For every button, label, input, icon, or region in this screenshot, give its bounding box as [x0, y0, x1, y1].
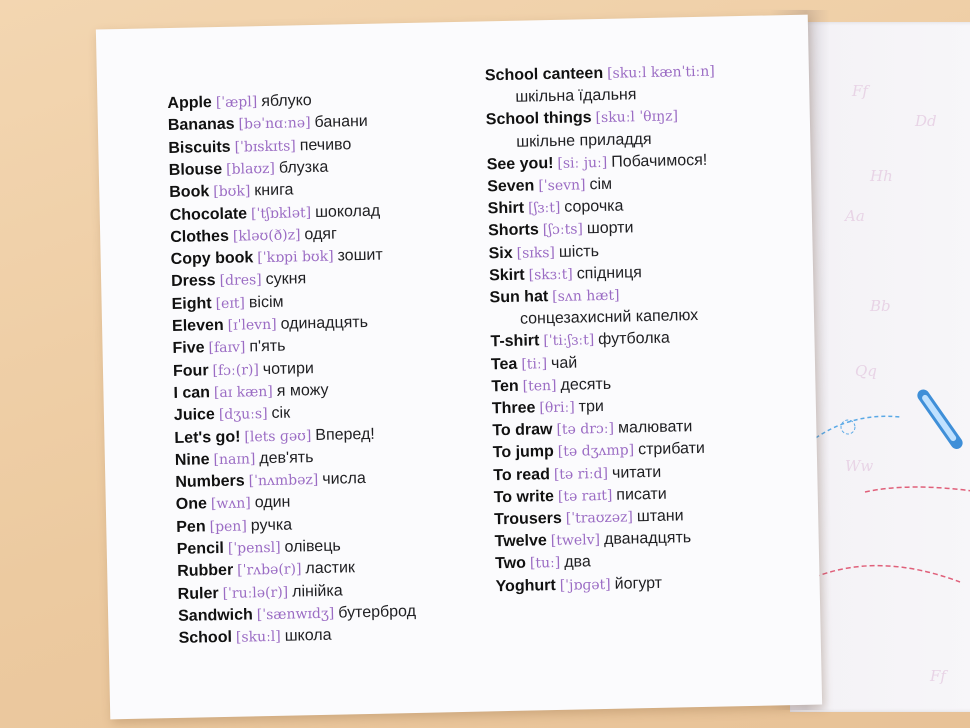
vocab-entry — [495, 573, 662, 596]
vocab-translation: штани — [636, 507, 684, 526]
vocab-entry — [494, 506, 684, 530]
vocab-entry — [173, 359, 314, 382]
vocab-translation: сім — [589, 175, 613, 194]
vocab-translation-continued: сонцезахисний капелюх — [519, 307, 699, 328]
vocab-word: To draw — [492, 421, 553, 440]
vocab-translation: блузка — [278, 158, 329, 177]
vocab-entry — [488, 219, 634, 242]
vocab-transcription: [wʌn] — [210, 495, 251, 513]
vocab-word: To write — [493, 487, 555, 507]
vocab-translation: ластик — [305, 559, 356, 578]
vocab-translation: сік — [271, 404, 291, 423]
vocab-entry — [168, 112, 368, 136]
vocab-word: Chocolate — [169, 204, 248, 224]
vocab-transcription: [faɪv] — [208, 339, 246, 357]
vocab-entry — [167, 91, 312, 114]
vocab-translation: спідниця — [576, 263, 643, 283]
vocab-transcription: [dres] — [219, 272, 262, 290]
vocab-entry — [487, 151, 708, 176]
vocab-entry — [486, 107, 683, 131]
vocab-word: School things — [485, 109, 592, 129]
vocab-word: Copy book — [170, 249, 254, 269]
vocab-transcription: [ʃɔːts] — [542, 221, 584, 239]
vocab-word: Seven — [487, 177, 535, 196]
vocab-entry — [171, 292, 283, 314]
vocab-transcription: [naɪn] — [213, 451, 256, 468]
vocab-entry — [174, 424, 375, 448]
vocab-transcription: [θriː] — [539, 399, 575, 417]
vocab-translation: футболка — [598, 329, 670, 349]
vocab-transcription: [skuːl kænˈtiːn] — [606, 63, 715, 82]
vocab-translation: шість — [558, 242, 600, 261]
vocab-transcription: [ˈnʌmbəz] — [248, 472, 319, 490]
vocab-transcription: [ˈæpl] — [215, 94, 258, 112]
vocab-transcription: [sɪks] — [516, 244, 556, 262]
vocab-word: Eleven — [171, 316, 224, 335]
vocab-translation: печиво — [299, 135, 352, 154]
letter-aa: Aa — [845, 207, 865, 225]
vocab-transcription: [skɜːt] — [528, 266, 573, 284]
vocab-transcription: [tə drɔː] — [556, 420, 615, 439]
vocab-entry — [172, 337, 285, 359]
vocab-entry — [492, 417, 692, 441]
vocab-entry — [178, 602, 416, 627]
vocab-translation: два — [564, 553, 591, 572]
vocab-transcription: [twelv] — [550, 532, 601, 550]
vocab-entry — [493, 439, 705, 463]
vocab-word: Biscuits — [168, 138, 231, 157]
vocab-transcription: [aɪ kæn] — [213, 383, 273, 402]
vocab-entry — [178, 626, 331, 649]
vocab-translation: десять — [560, 375, 612, 394]
vocab-word: Ruler — [177, 584, 219, 603]
vocab-word: Tea — [490, 355, 518, 373]
vocab-translation: йогурт — [614, 574, 663, 593]
letter-bb: Bb — [870, 297, 891, 315]
vocab-word: Bananas — [167, 115, 235, 135]
vocab-transcription: [ɪˈlevn] — [227, 316, 277, 334]
vocab-translation: шорти — [586, 219, 634, 238]
vocab-transcription: [ˈbɪskɪts] — [234, 137, 296, 156]
vocab-entry — [177, 581, 342, 604]
vocab-transcription: [bəˈnɑːnə] — [238, 115, 311, 133]
vocab-entry — [491, 353, 578, 375]
vocab-word: Clothes — [170, 227, 230, 246]
vocab-entry — [172, 313, 368, 337]
vocab-transcription: [tə riːd] — [553, 465, 609, 483]
vocab-entry — [487, 197, 623, 220]
vocab-entry — [169, 181, 294, 204]
vocab-word: Blouse — [168, 160, 223, 179]
vocab-word: To read — [493, 465, 551, 484]
vocab-word: Eight — [171, 294, 212, 313]
vocab-translation: стрибати — [637, 440, 706, 459]
vocab-word: Let's go! — [174, 428, 241, 447]
vocab-translation: сукня — [265, 270, 307, 289]
vocab-word: Juice — [173, 406, 216, 425]
letter-hh: Hh — [870, 167, 893, 185]
vocab-entry — [176, 515, 292, 537]
vocab-word: I can — [173, 384, 211, 402]
vocab-transcription: [ʃɜːt] — [527, 200, 561, 217]
vocab-translation: яблуко — [261, 92, 312, 111]
vocab-transcription: [siː juː] — [557, 154, 608, 172]
vocab-entry — [170, 246, 382, 270]
vocab-translation: бутерброд — [338, 602, 417, 622]
letter-ff-2: Ff — [930, 667, 946, 685]
vocab-entry — [170, 224, 337, 247]
vocab-transcription: [ˈsænwɪdʒ] — [256, 605, 335, 624]
vocab-transcription: [tə raɪt] — [557, 487, 613, 505]
vocab-translation: чай — [550, 354, 578, 372]
vocab-transcription: [ˈtʃɒklət] — [250, 204, 312, 222]
vocab-transcription: [ˈtraʊzəz] — [565, 509, 634, 527]
vocab-word: Pencil — [176, 539, 225, 558]
vocab-transcription: [lets ɡəʊ] — [244, 427, 312, 446]
vocab-word: Five — [172, 339, 205, 358]
vocab-translation: малювати — [617, 418, 693, 437]
vocab-translation: лінійка — [291, 582, 343, 601]
vocab-transcription: [skuːl ˈθɪŋz] — [595, 108, 679, 127]
vocab-entry — [493, 462, 661, 486]
vocab-translation: п'ять — [249, 337, 286, 356]
vocab-entry — [490, 329, 670, 353]
vocab-transcription: [eɪt] — [215, 295, 246, 312]
vocab-transcription: [ˈjɒɡət] — [559, 576, 611, 594]
vocab-entry — [489, 263, 642, 286]
letter-dd: Dd — [915, 112, 937, 130]
vocab-entry — [171, 270, 306, 293]
vocab-word: Three — [491, 399, 536, 418]
vocab-word: Two — [494, 555, 527, 573]
vocab-translation: одяг — [304, 225, 338, 244]
vocab-translation: дев'ять — [259, 448, 314, 467]
vocab-transcription: [skuːl] — [235, 628, 281, 646]
vocab-entry — [173, 381, 328, 404]
vocab-word: Trousers — [494, 509, 562, 529]
vocab-entry — [175, 469, 366, 493]
letter-ff: Ff — [852, 82, 868, 100]
vocab-word: Yoghurt — [495, 576, 556, 595]
vocab-word: Shorts — [487, 221, 540, 240]
vocab-entry — [176, 493, 291, 515]
vocabulary-page — [96, 15, 822, 720]
vocab-transcription: [pen] — [209, 518, 247, 535]
letter-qq: Qq — [855, 362, 877, 380]
vocab-entry — [488, 242, 599, 264]
vocab-translation: писати — [616, 485, 667, 504]
vocab-translation-continued: шкільне приладдя — [516, 130, 652, 151]
vocab-word: Four — [172, 361, 209, 380]
vocab-word: Pen — [176, 518, 206, 536]
vocab-translation: ручка — [250, 516, 293, 535]
vocab-word: Sandwich — [177, 606, 254, 625]
vocab-entry — [487, 175, 612, 198]
vocab-translation: вісім — [248, 293, 284, 312]
vocab-word: School — [178, 629, 233, 648]
vocab-translation: шоколад — [314, 202, 381, 221]
vocab-word: Dress — [170, 272, 216, 291]
vocab-translation: олівець — [284, 537, 341, 556]
vocab-transcription: [tuː] — [529, 555, 561, 572]
vocab-translation: один — [254, 493, 291, 512]
vocab-word: Rubber — [177, 562, 234, 581]
vocab-word: Six — [488, 244, 513, 262]
vocab-transcription: [ˈsevn] — [538, 177, 586, 195]
vocab-translation: дванадцять — [603, 529, 692, 549]
vocab-transcription: [ten] — [522, 377, 557, 395]
vocab-entry — [177, 559, 355, 583]
vocab-entry — [495, 553, 591, 575]
vocab-word: Shirt — [487, 199, 525, 218]
vocab-translation: читати — [611, 463, 662, 482]
vocab-translation: числа — [322, 470, 366, 488]
vocab-translation: три — [578, 397, 605, 416]
vocab-word: Twelve — [494, 532, 548, 551]
vocab-entry — [492, 397, 604, 419]
vocab-transcription: [bʊk] — [213, 183, 251, 201]
vocab-word: Book — [169, 183, 210, 202]
vocab-word: Apple — [167, 94, 213, 113]
vocab-translation: зошит — [337, 246, 383, 265]
vocab-transcription: [ˈruːlə(r)] — [222, 584, 289, 602]
vocab-transcription: [tiː] — [521, 355, 548, 373]
vocab-word: School canteen — [484, 64, 604, 85]
letter-ww: Ww — [845, 457, 874, 475]
vocab-entry — [174, 404, 291, 426]
vocab-translation: сорочка — [564, 197, 624, 216]
vocab-transcription: [tə dʒʌmp] — [557, 442, 635, 461]
vocab-transcription: [sʌn hæt] — [552, 287, 620, 306]
vocab-entry — [170, 201, 381, 225]
vocab-transcription: [dʒuːs] — [218, 406, 268, 424]
vocab-transcription: [ˈpensl] — [227, 539, 281, 557]
vocab-word: One — [175, 495, 208, 514]
vocab-word: To jump — [492, 443, 555, 462]
vocab-word: Numbers — [175, 472, 245, 492]
vocab-entry — [494, 528, 691, 552]
vocab-word: Ten — [491, 377, 519, 396]
vocab-word: Nine — [174, 451, 210, 469]
vocab-transcription: [ˈkɒpi bʊk] — [257, 248, 334, 267]
vocab-transcription: [ˈtiːʃɜːt] — [543, 332, 595, 350]
vocab-transcription: [blaʊz] — [225, 160, 276, 178]
vocab-translation: Вперед! — [315, 425, 375, 444]
vocab-entry — [175, 448, 314, 471]
vocab-entry — [494, 484, 667, 508]
vocab-entry — [489, 286, 623, 309]
vocab-transcription: [fɔː(r)] — [212, 361, 260, 379]
vocab-transcription: [ˈrʌbə(r)] — [237, 561, 302, 579]
vocab-entry — [485, 61, 719, 86]
vocab-entry — [169, 158, 329, 181]
vocab-transcription: [kləʊ(ð)z] — [232, 227, 301, 245]
vocab-translation: банани — [314, 113, 368, 132]
vocab-entry — [491, 375, 611, 398]
vocab-translation: школа — [284, 626, 332, 645]
vocab-translation: одинадцять — [280, 313, 369, 333]
vocab-word: Sun hat — [489, 288, 549, 307]
vocab-translation: чотири — [262, 359, 314, 378]
vocab-word: T-shirt — [490, 332, 540, 351]
vocab-translation: книга — [254, 181, 294, 200]
vocab-entry — [177, 537, 341, 560]
vocab-translation: я можу — [276, 381, 329, 400]
vocab-word: Skirt — [488, 266, 525, 285]
vocab-entry — [168, 135, 351, 159]
vocab-word: See you! — [486, 154, 554, 174]
vocab-translation: Побачимося! — [611, 151, 708, 171]
vocab-translation-continued: шкільна їдальня — [515, 86, 637, 106]
